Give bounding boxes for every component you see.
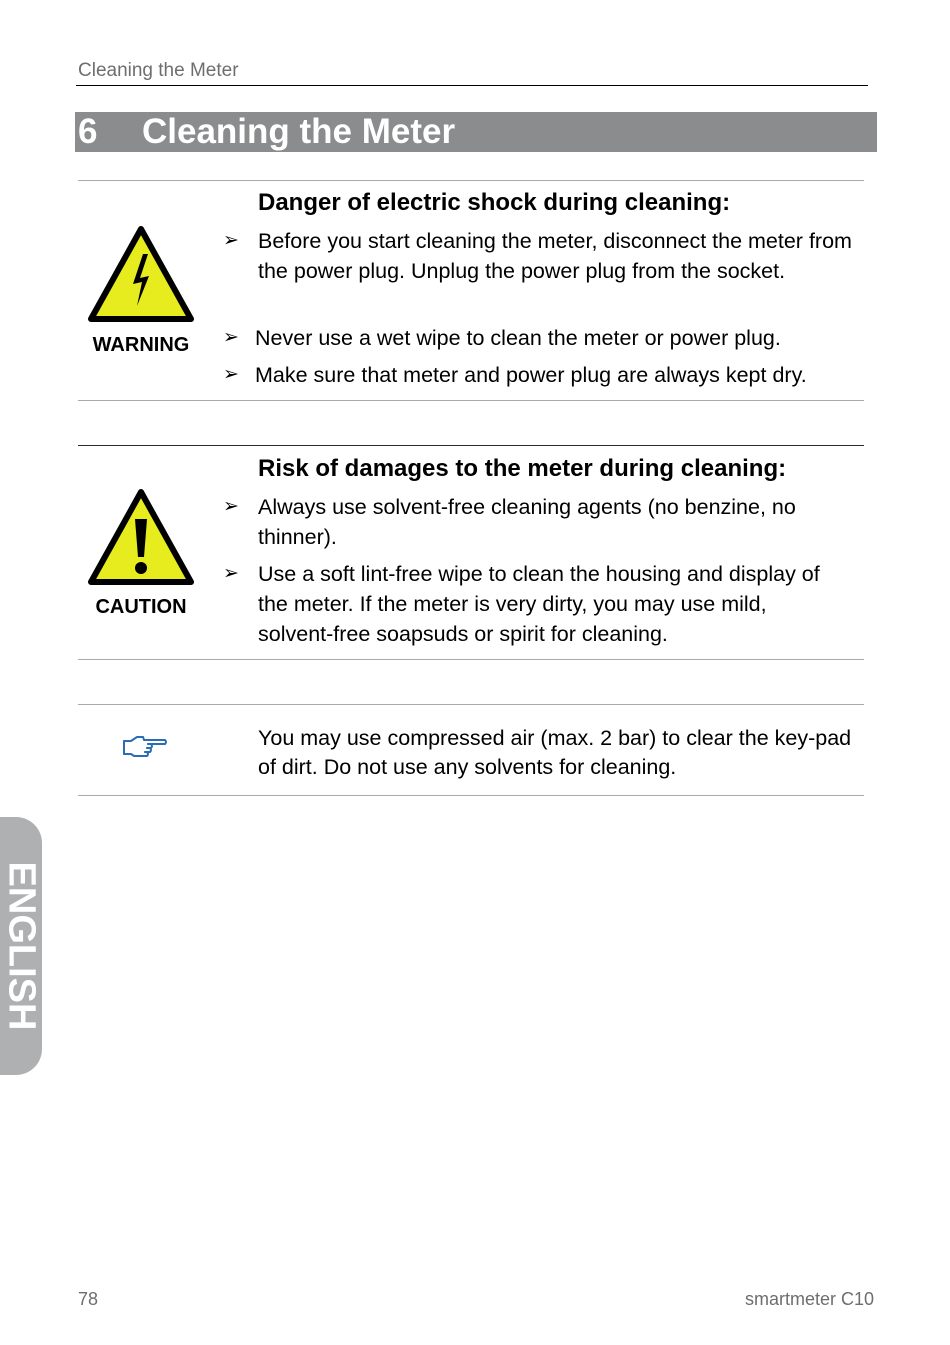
caution-top-rule	[78, 445, 864, 446]
list-item	[223, 360, 853, 390]
warning-top-rule	[78, 180, 864, 181]
note-notice	[78, 704, 864, 798]
header-rule	[76, 85, 868, 86]
high-voltage-warning-icon	[86, 224, 196, 324]
list-item	[223, 323, 853, 353]
bullet-arrow: ➢	[223, 563, 239, 584]
note-text: You may use compressed air (max. 2 bar) to clear the key-pad of dirt. Do not use any solvents for cleaning.	[258, 726, 852, 779]
note-top-rule	[78, 704, 864, 705]
bullet-arrow: ➢	[223, 230, 239, 251]
bullet-arrow: ➢	[223, 496, 239, 517]
bullet-arrow: ➢	[223, 364, 239, 385]
language-side-tab	[0, 817, 42, 1075]
language-tab-label: ENGLISH	[0, 861, 43, 1031]
chapter-title: Cleaning the Meter	[142, 112, 456, 151]
note-bottom-rule	[78, 795, 864, 796]
pointing-hand-icon	[122, 734, 168, 758]
chapter-number: 6	[78, 112, 98, 151]
warning-heading: Danger of electric shock during cleaning:	[258, 189, 731, 216]
bullet-arrow: ➢	[223, 327, 239, 348]
list-item	[223, 559, 853, 649]
product-name: smartmeter C10	[744, 1289, 874, 1309]
bullet-text: Always use solvent-free cleaning agents (no benzine, no thinner).	[258, 495, 796, 549]
bullet-text: Before you start cleaning the meter, disconnect the meter from the power plug. Unplug the power plug from the socket.	[258, 229, 852, 283]
bullet-text: Use a soft lint-free wipe to clean the housing and display of the meter. If the meter is very dirty, you may use mild, solvent-free soapsuds or spirit for cleaning.	[258, 562, 820, 646]
running-header: Cleaning the Meter	[78, 60, 239, 81]
warning-label: WARNING	[92, 334, 190, 356]
exclamation-warning-icon	[86, 487, 196, 587]
list-item	[223, 492, 853, 552]
caution-notice	[78, 445, 864, 663]
warning-bottom-rule	[78, 400, 864, 401]
caution-heading: Risk of damages to the meter during cleaning:	[258, 455, 787, 482]
caution-label: CAUTION	[95, 596, 187, 618]
caution-bottom-rule	[78, 659, 864, 660]
bullet-text: Never use a wet wipe to clean the meter or power plug.	[255, 326, 781, 350]
chapter-heading-bar	[75, 112, 877, 152]
warning-notice	[78, 180, 864, 402]
list-item	[223, 226, 853, 286]
page-number: 78	[78, 1289, 99, 1309]
bullet-text: Make sure that meter and power plug are always kept dry.	[255, 363, 807, 387]
